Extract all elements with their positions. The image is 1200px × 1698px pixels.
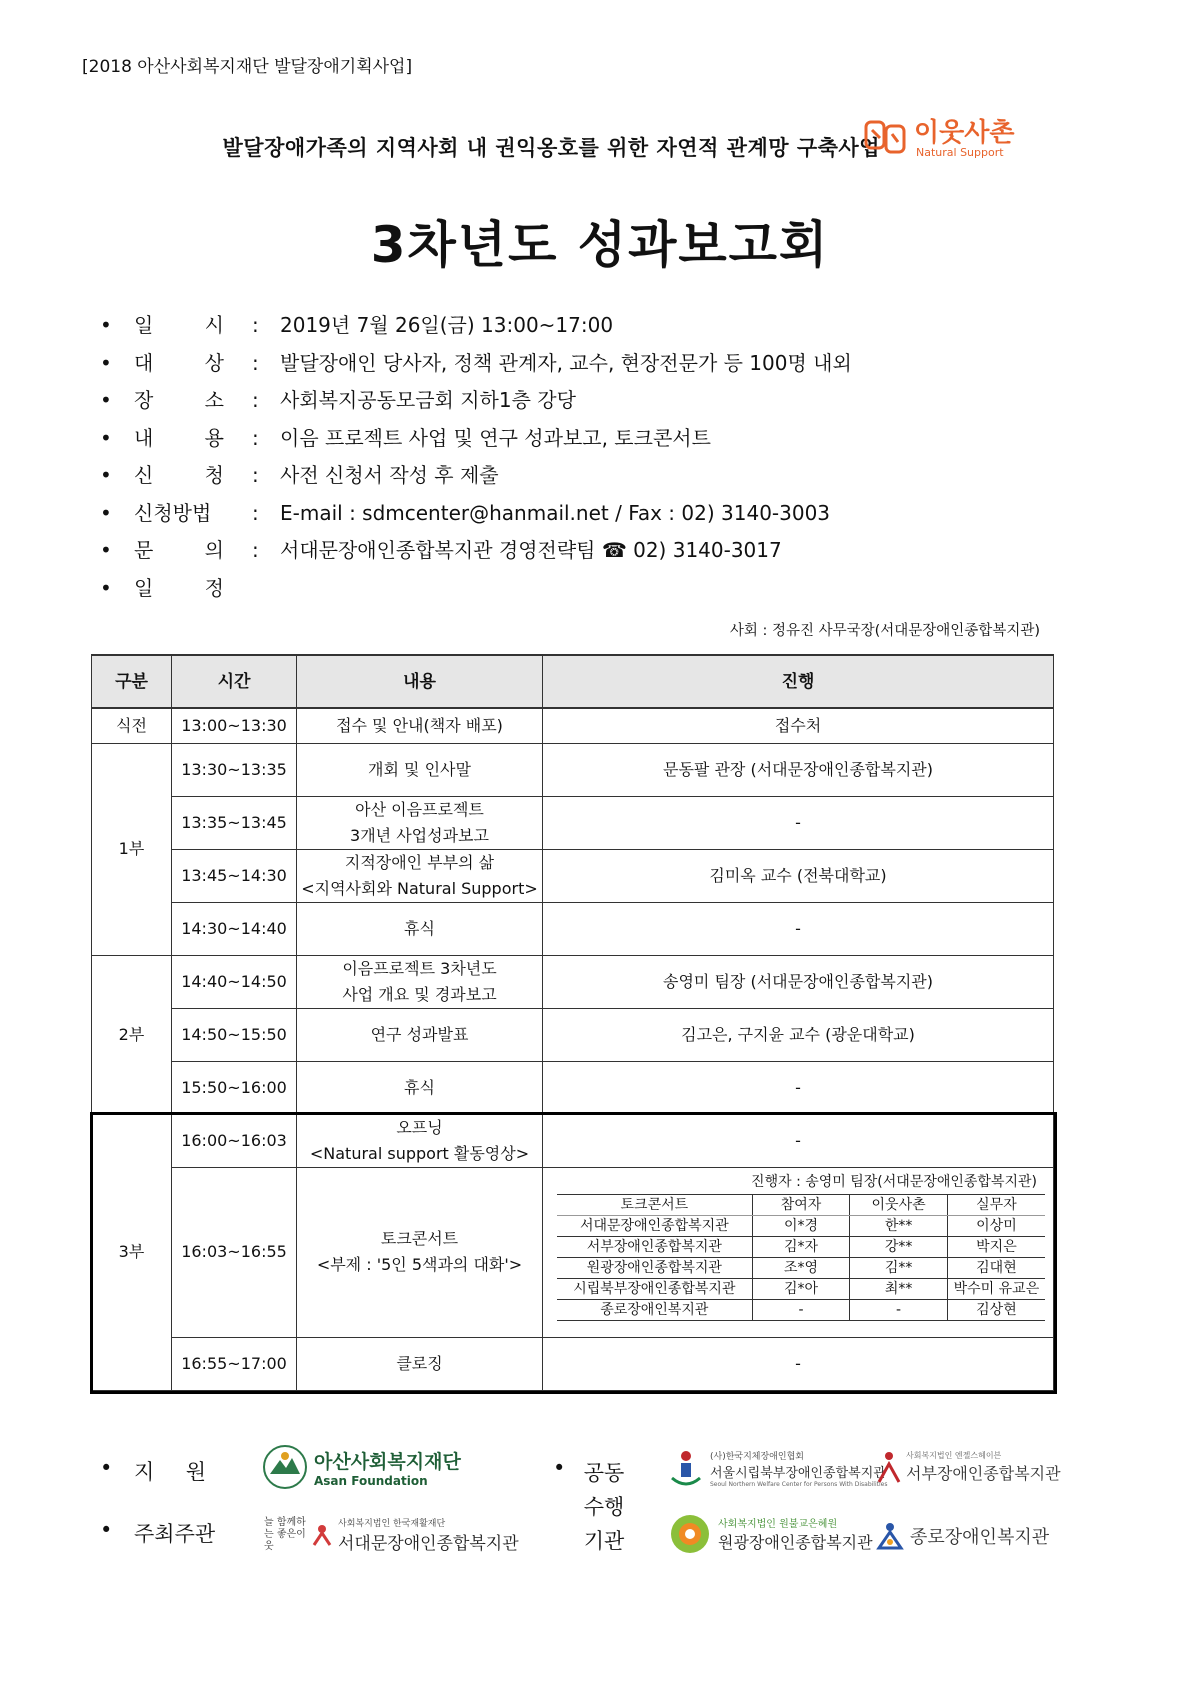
info-value-content: 이음 프로젝트 사업 및 연구 성과보고, 토크콘서트: [280, 425, 711, 450]
info-list: [100, 310, 1100, 610]
bullet: •: [100, 313, 112, 337]
jongno-emblem-icon: [876, 1522, 904, 1550]
info-value-inquiry: 서대문장애인종합복지관 경영전략팀 ☎ 02) 3140-3017: [280, 538, 782, 562]
mc-note: 사회 : 정유진 사무국장(서대문장애인종합복지관): [729, 623, 1040, 639]
section-cell: 식전: [92, 708, 172, 743]
time-cell: 16:03~16:55: [172, 1167, 297, 1337]
wonkwang-emblem-icon: [668, 1512, 712, 1556]
table-row: [92, 1167, 1054, 1337]
info-label: 신 청: [134, 463, 224, 487]
table-row: [92, 955, 1054, 1008]
page-title: 3차년도 성과보고회: [370, 216, 830, 274]
talk-row: 원광장애인종합복지관 조*영 김** 김대현: [557, 1257, 1045, 1278]
table-row: [92, 1114, 1054, 1167]
content-cell: 오프닝 <Natural support 활동영상>: [297, 1114, 543, 1167]
bukbu-center-logo: (사)한국지체장애인협회 서울시립북부장애인종합복지관 Seoul Northern Welfare Center for Persons With Disabilities: [668, 1448, 887, 1488]
host-cell: -: [543, 1337, 1054, 1390]
info-label: 일 시: [134, 313, 224, 337]
jongno-center-logo: 종로장애인복지관: [876, 1522, 1049, 1550]
host-cell: 김고은, 구지윤 교수 (광운대학교): [543, 1008, 1054, 1061]
section-cell: 1부: [92, 743, 172, 955]
info-row-apply: • 신 청 : 사전 신청서 작성 후 제출: [100, 460, 1100, 498]
col-header: 내용: [297, 655, 543, 708]
info-value-method[interactable]: E-mail : sdmcenter@hanmail.net / Fax : 02) 3140-3003: [280, 500, 831, 525]
table-row: [92, 1337, 1054, 1390]
talk-row: 시립북부장애인종합복지관 김*아 최** 박수미 유교은: [557, 1278, 1045, 1299]
info-value-target: 발달장애인 당사자, 정책 관계자, 교수, 현장전문가 등 100명 내외: [280, 350, 852, 375]
brand-name-en: Natural Support: [916, 146, 1004, 159]
section-cell: 2부: [92, 955, 172, 1114]
info-label: 문 의: [134, 538, 224, 562]
time-cell: 14:30~14:40: [172, 902, 297, 955]
info-value-place: 사회복지공동모금회 지하1층 강당: [280, 388, 576, 412]
talk-header-row: 토크콘서트 참여자 이웃사촌 실무자: [557, 1194, 1045, 1215]
info-label: 대 상: [134, 350, 224, 375]
table-row: [92, 1008, 1054, 1061]
time-cell: 13:30~13:35: [172, 743, 297, 796]
wonkwang-center-logo: 사회복지법인 원불교은혜원 원광장애인종합복지관: [668, 1512, 873, 1556]
content-cell: 개회 및 인사말: [297, 743, 543, 796]
info-row-method: • 신청방법 : E-mail : sdmcenter@hanmail.net / Fax : 02) 3140-3003: [100, 498, 1100, 536]
time-cell: 15:50~16:00: [172, 1061, 297, 1114]
project-tag: [2018 아산사회복지재단 발달장애기획사업]: [82, 57, 413, 77]
info-label: 일 정: [134, 575, 224, 600]
project-subtitle: 발달장애가족의 지역사회 내 권익옹호를 위한 자연적 관계망 구축사업: [222, 136, 880, 160]
content-cell: 접수 및 안내(책자 배포): [297, 708, 543, 743]
seodaemun-center-logo: 늘 함께하는 좋은이웃 사회복지법인 한국재활재단 서대문장애인종합복지관: [264, 1517, 519, 1554]
host-cell: 문동팔 관장 (서대문장애인종합복지관): [543, 743, 1054, 796]
host-cell: -: [543, 796, 1054, 849]
table-row: [92, 796, 1054, 849]
table-row: [92, 743, 1054, 796]
talk-row: 종로장애인복지관 - - 김상현: [557, 1299, 1045, 1320]
info-row-schedule: • 일 정: [100, 573, 1100, 611]
brand-logo: [864, 112, 1034, 164]
table-row: [92, 708, 1054, 743]
seobu-emblem-icon: [876, 1450, 902, 1484]
time-cell: 13:35~13:45: [172, 796, 297, 849]
host-cell: 송영미 팀장 (서대문장애인종합복지관): [543, 955, 1054, 1008]
content-cell: 지적장애인 부부의 삶 <지역사회와 Natural Support>: [297, 849, 543, 902]
support-label: 지 원: [134, 1460, 206, 1484]
info-row-target: • 대 상 : 발달장애인 당사자, 정책 관계자, 교수, 현장전문가 등 100명 내외: [100, 348, 1100, 386]
table-row: [92, 902, 1054, 955]
asan-emblem-icon: [262, 1444, 308, 1490]
talk-moderator: 진행자 : 송영미 팀장(서대문장애인종합복지관): [751, 1173, 1037, 1190]
col-header: 시간: [172, 655, 297, 708]
hands-icon: [864, 116, 908, 156]
table-row: [92, 849, 1054, 902]
joint-label: 공동 수행 기관: [583, 1461, 625, 1553]
col-header: 구분: [92, 655, 172, 708]
time-cell: 16:00~16:03: [172, 1114, 297, 1167]
section-cell: 3부: [92, 1114, 172, 1390]
info-row-place: • 장 소 : 사회복지공동모금회 지하1층 강당: [100, 385, 1100, 423]
seobu-center-logo: 사회복지법인 엔젤스헤이븐 서부장애인종합복지관: [876, 1450, 1061, 1484]
bukbu-emblem-icon: [668, 1448, 704, 1488]
host-cell: 김미옥 교수 (전북대학교): [543, 849, 1054, 902]
info-value-date: 2019년 7월 26일(금) 13:00~17:00: [280, 313, 614, 337]
content-cell: 클로징: [297, 1337, 543, 1390]
col-header: 진행: [543, 655, 1054, 708]
content-cell: 휴식: [297, 1061, 543, 1114]
content-cell: 이음프로젝트 3차년도 사업 개요 및 경과보고: [297, 955, 543, 1008]
info-row-date: • 일 시 : 2019년 7월 26일(금) 13:00~17:00: [100, 310, 1100, 348]
host-cell: -: [543, 1114, 1054, 1167]
time-cell: 14:50~15:50: [172, 1008, 297, 1061]
content-cell: 연구 성과발표: [297, 1008, 543, 1061]
time-cell: 13:00~13:30: [172, 708, 297, 743]
talk-concert-cell: [543, 1167, 1054, 1337]
host-cell: 접수처: [543, 708, 1054, 743]
talk-row: 서부장애인종합복지관 김*자 강** 박지은: [557, 1236, 1045, 1257]
talk-table: [557, 1194, 1045, 1321]
person-icon: [310, 1523, 334, 1547]
table-header-row: [92, 655, 1054, 708]
content-cell: 아산 이음프로젝트 3개년 사업성과보고: [297, 796, 543, 849]
host-cell: -: [543, 902, 1054, 955]
host-cell: -: [543, 1061, 1054, 1114]
host-label: 주최주관: [134, 1522, 216, 1546]
brand-name-ko: 이웃사촌: [914, 118, 1015, 148]
talk-row: 서대문장애인종합복지관 이*경 한** 이상미: [557, 1215, 1045, 1236]
info-row-inquiry: • 문 의 : 서대문장애인종합복지관 경영전략팀 ☎ 02) 3140-3017: [100, 535, 1100, 573]
info-label: 장 소: [134, 388, 224, 412]
time-cell: 13:45~14:30: [172, 849, 297, 902]
content-cell: 휴식: [297, 902, 543, 955]
info-value-apply: 사전 신청서 작성 후 제출: [280, 463, 499, 487]
time-cell: 16:55~17:00: [172, 1337, 297, 1390]
info-row-content: • 내 용 : 이음 프로젝트 사업 및 연구 성과보고, 토크콘서트: [100, 423, 1100, 461]
schedule-table: [91, 654, 1054, 1391]
info-label: 내 용: [134, 425, 224, 450]
time-cell: 14:40~14:50: [172, 955, 297, 1008]
info-label: 신청방법: [134, 500, 212, 525]
table-row: [92, 1061, 1054, 1114]
content-cell: 토크콘서트 <부제 : '5인 5색과의 대화'>: [297, 1167, 543, 1337]
asan-foundation-logo: 아산사회복지재단 Asan Foundation: [262, 1444, 461, 1490]
